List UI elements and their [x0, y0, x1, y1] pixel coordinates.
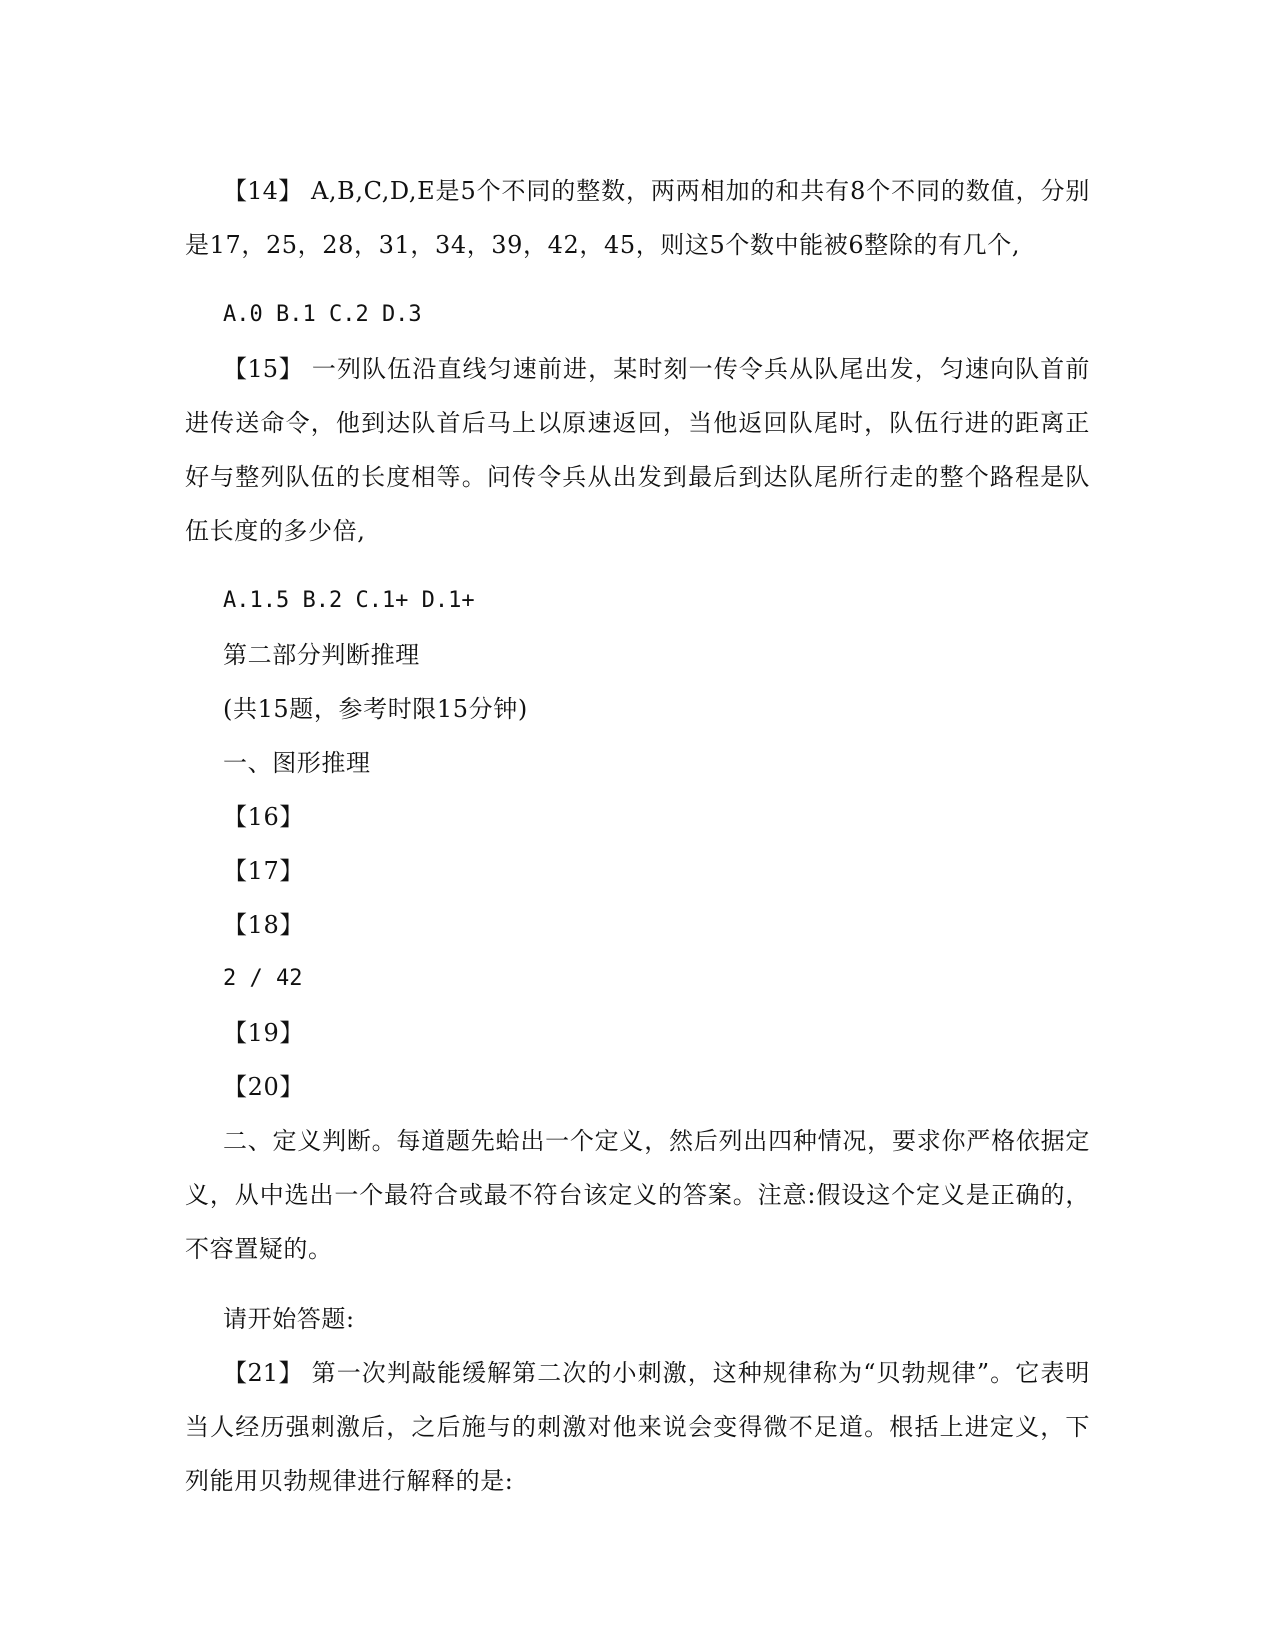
question-14-number: 【14】: [223, 177, 303, 205]
document-body: [185, 164, 1090, 1524]
question-16: 【16】: [223, 803, 304, 831]
start-answering: 请开始答题:: [223, 1305, 355, 1333]
question-14-text: A,B,C,D,E是5个不同的整数，两两相加的和共有8个不同的数值，分别是17，25，28，31，34，39，42，45，则这5个数中能被6整除的有几个,: [185, 177, 1091, 259]
question-15: [185, 342, 1090, 558]
section-definition-intro: 二、定义判断。每道题先蛤出一个定义，然后列出四种情况，要求你严格依据定义，从中选出一个最符合或最不符台该定义的答案。注意:假设这个定义是正确的，不容置疑的。: [185, 1127, 1090, 1263]
part-two-title: 第二部分判断推理: [223, 641, 420, 669]
section-figure-reasoning-heading: 一、图形推理: [223, 749, 371, 777]
question-15-options: A.1.5 B.2 C.1+ D.1+: [223, 588, 475, 613]
page-number: 2 / 42: [223, 966, 303, 991]
question-21-text: 第一次判敲能缓解第二次的小刺激，这种规律称为“贝勃规律”。它表明当人经历强刺激后，之后施与的刺激对他来说会变得微不足道。根括上进定义，下列能用贝勃规律进行解释的是:: [185, 1359, 1090, 1495]
question-19: 【19】: [223, 1019, 304, 1047]
question-17: 【17】: [223, 857, 304, 885]
question-18: 【18】: [223, 911, 304, 939]
part-two-note: (共15题，参考时限15分钟): [223, 695, 528, 723]
question-15-text: 一列队伍沿直线匀速前进，某时刻一传令兵从队尾出发，匀速向队首前进传送命令，他到达队首后马上以原速返回，当他返回队尾时，队伍行进的距离正好与整列队伍的长度相等。问传令兵从出发到最后到达队尾所行走的整个路程是队伍长度的多少倍,: [185, 355, 1091, 545]
question-20: 【20】: [223, 1073, 304, 1101]
question-14-options: A.0 B.1 C.2 D.3: [223, 302, 422, 327]
question-14: [185, 164, 1090, 272]
question-21-number: 【21】: [223, 1359, 303, 1387]
question-21: [185, 1346, 1090, 1508]
question-15-number: 【15】: [223, 355, 304, 383]
